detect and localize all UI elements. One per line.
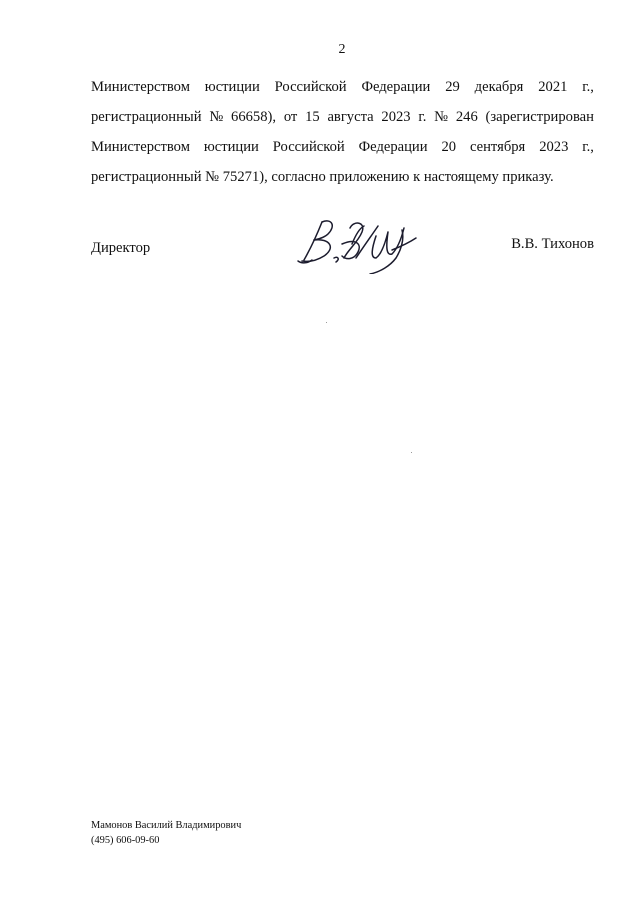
body-word: августа	[327, 109, 374, 125]
scan-speck	[411, 452, 412, 453]
body-word: 2023	[539, 139, 569, 155]
body-word: Министерством	[91, 139, 190, 155]
body-word: регистрационный	[91, 109, 202, 125]
body-word: 66658),	[231, 109, 277, 125]
body-word: Федерации	[361, 79, 431, 95]
body-line	[91, 102, 594, 132]
body-word: №	[209, 109, 224, 125]
body-word: г.	[418, 109, 427, 125]
body-word: 246	[455, 109, 478, 125]
body-word: г.,	[582, 139, 594, 155]
body-word: юстиции	[204, 79, 260, 95]
body-word: 2021	[538, 79, 568, 95]
signatory-name: В.В. Тихонов	[511, 236, 594, 252]
body-word: юстиции	[203, 139, 259, 155]
body-word: регистрационный № 75271), согласно приложению к настоящему приказу.	[91, 169, 554, 185]
body-word: Российской	[272, 139, 345, 155]
body-word: Российской	[274, 79, 347, 95]
body-word: (зарегистрирован	[485, 109, 594, 125]
body-word: сентября	[469, 139, 526, 155]
body-word: Министерством	[91, 79, 190, 95]
body-word: 2023	[381, 109, 411, 125]
position-title: Директор	[91, 240, 151, 256]
signature-block	[91, 226, 594, 282]
body-line	[91, 132, 594, 162]
handwritten-signature	[292, 214, 424, 274]
body-word: Федерации	[358, 139, 428, 155]
scan-speck	[326, 322, 327, 323]
body-word: 29	[445, 79, 460, 95]
contact-name: Мамонов Василий Владимирович	[91, 820, 242, 831]
footer-contact	[91, 818, 241, 848]
body-word: №	[434, 109, 449, 125]
body-word: декабря	[474, 79, 524, 95]
body-line	[91, 162, 594, 192]
contact-phone: (495) 606-09-60	[91, 835, 160, 846]
body-word: 15	[305, 109, 320, 125]
body-word: г.,	[582, 79, 594, 95]
body-text	[91, 72, 594, 192]
body-word: от	[283, 109, 298, 125]
page-number: 2	[338, 42, 346, 57]
body-line	[91, 72, 594, 102]
body-word: 20	[441, 139, 457, 155]
